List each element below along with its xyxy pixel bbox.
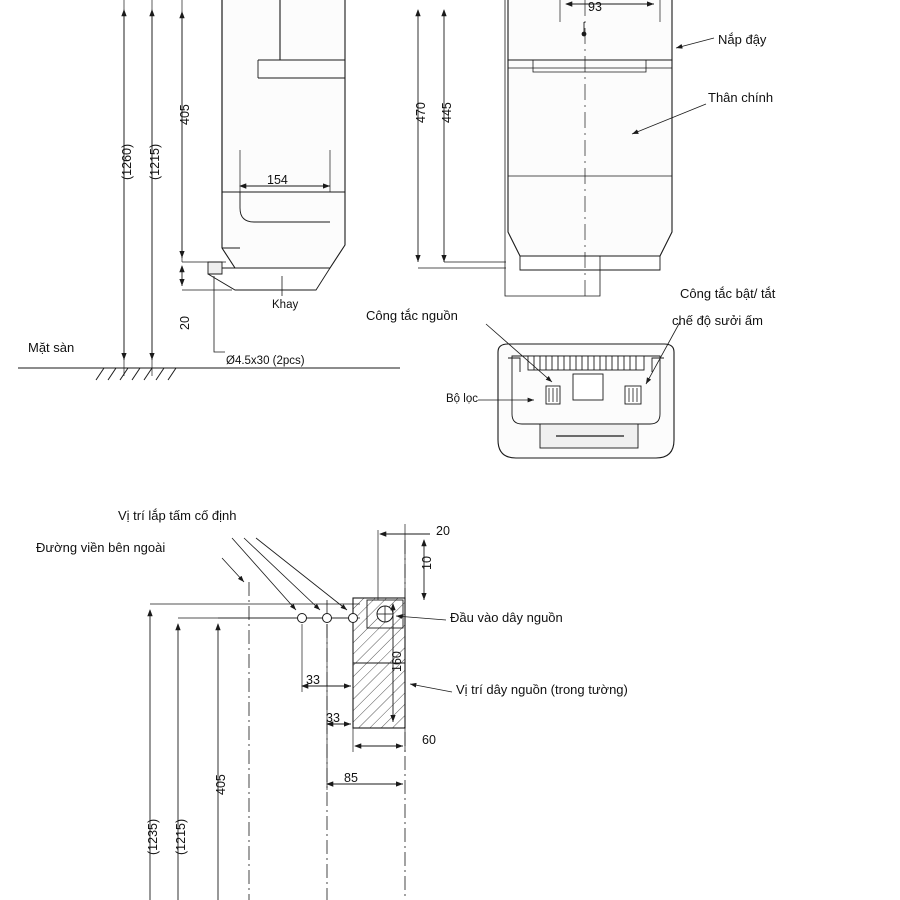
dimension-b405: 405 [214,774,228,795]
dimension-b10: 10 [420,556,434,570]
dimension-1215: (1215) [148,143,162,180]
label-cover: Nắp đậy [718,32,767,47]
label-power-wire: Vị trí dây nguồn (trong tường) [456,682,628,697]
dimension-b1215: (1215) [174,818,188,855]
label-floor: Mặt sàn [28,340,75,355]
label-warm-switch-line2: chế độ sưởi ấm [672,313,763,328]
dimension-445: 445 [440,102,454,123]
dimension-b160: 160 [390,651,404,672]
label-fix-plate: Vị trí lắp tấm cố định [118,508,237,523]
dimension-93: 93 [588,0,602,14]
dimension-20: 20 [178,316,192,330]
label-power-inlet: Đầu vào dây nguồn [450,610,563,625]
dimension-b20: 20 [436,524,450,538]
dimension-1260: (1260) [120,143,134,180]
label-tray: Khay [272,299,299,311]
dimension-405: 405 [178,104,192,125]
label-power-switch: Công tắc nguồn [366,308,458,323]
label-filter: Bộ lọc [446,393,478,405]
label-outer-edge: Đường viền bên ngoài [36,540,166,555]
dimension-b33a: 33 [306,673,320,687]
dimension-b85: 85 [344,771,358,785]
label-main-body: Thân chính [708,90,774,105]
dimension-154: 154 [267,173,288,187]
dimension-b1235: (1235) [146,818,160,855]
label-warm-switch-line1: Công tắc bật/ tắt [680,286,776,301]
label-screw-spec: Ø4.5x30 (2pcs) [226,355,305,367]
dimension-b60: 60 [422,733,436,747]
dimension-b33b: 33 [326,711,340,725]
dimension-470: 470 [414,102,428,123]
